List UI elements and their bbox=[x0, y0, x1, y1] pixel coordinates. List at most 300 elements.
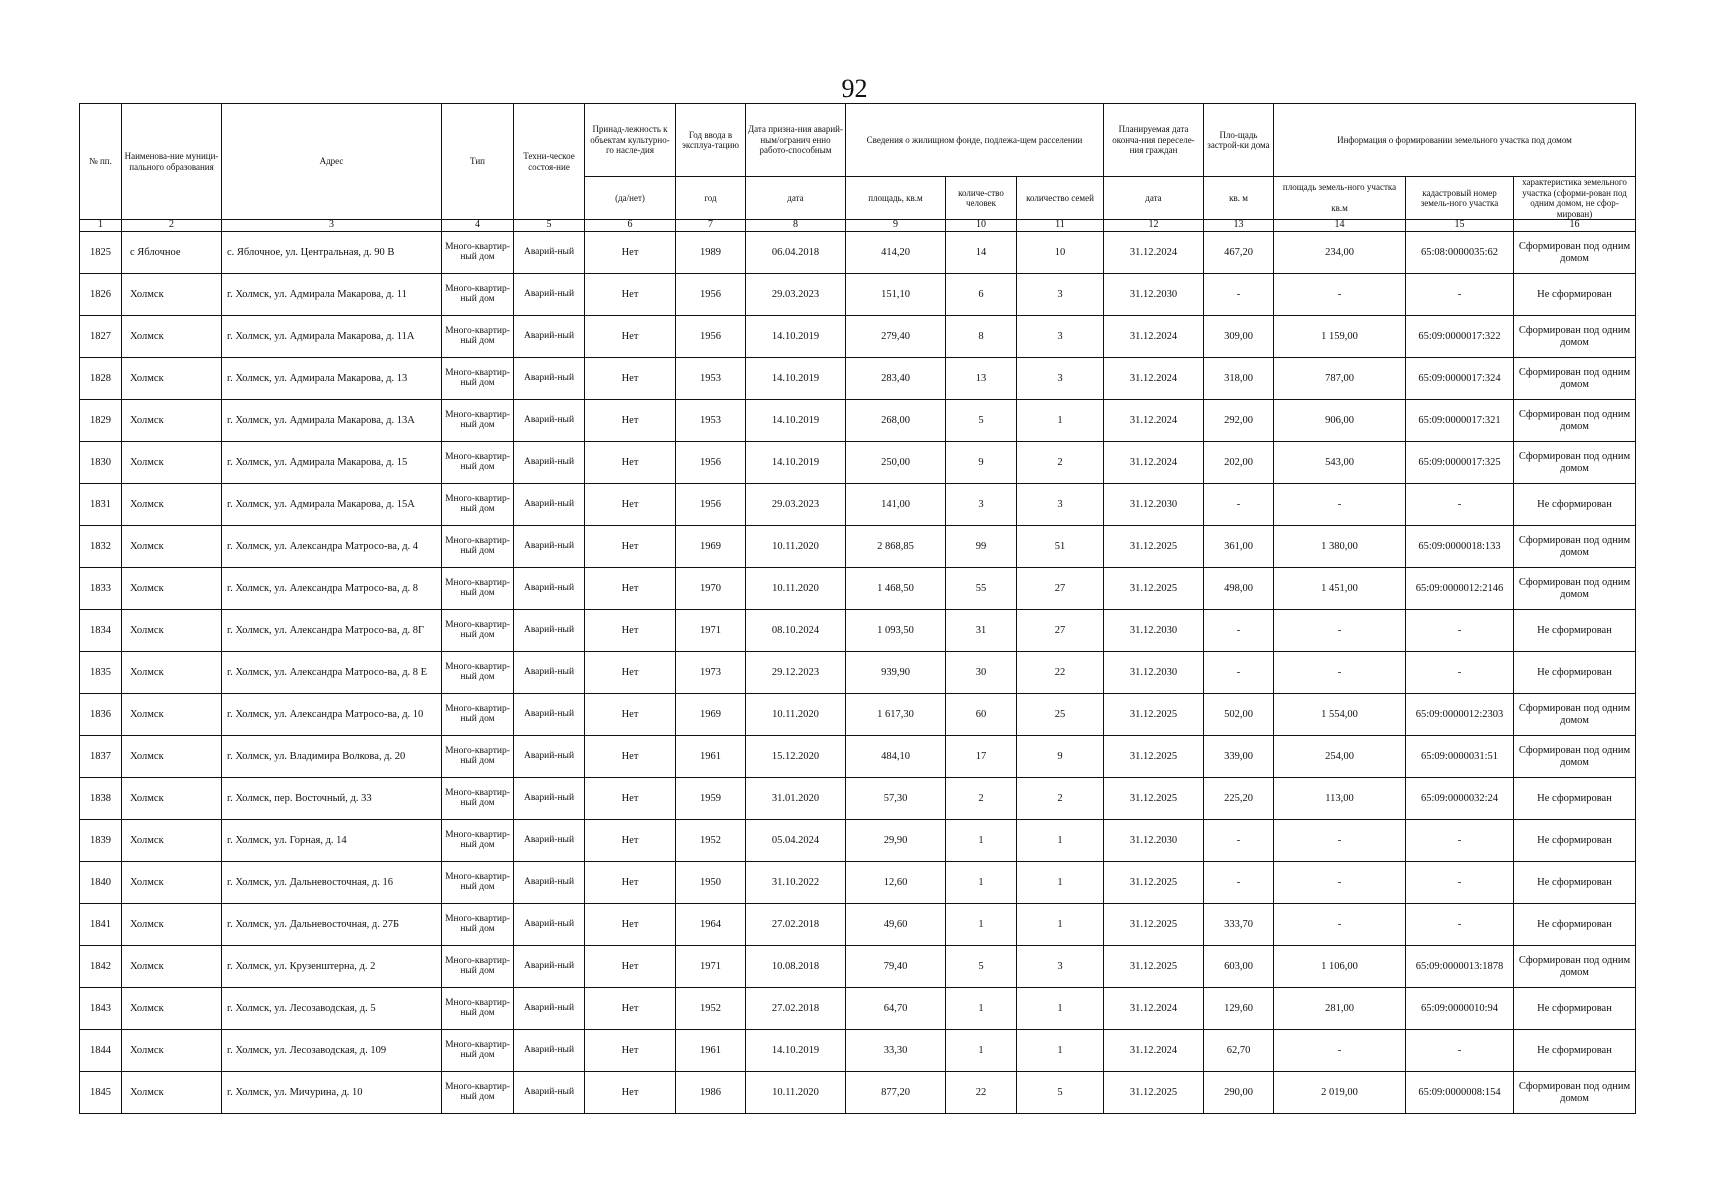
municipality-cell: Холмск bbox=[122, 652, 222, 694]
area-cell: 64,70 bbox=[846, 988, 946, 1030]
header-emergency-unit: дата bbox=[746, 177, 846, 220]
families-cell: 51 bbox=[1017, 526, 1104, 568]
heritage-cell: Нет bbox=[585, 484, 676, 526]
land-char-cell: Сформирован под одним домом bbox=[1514, 736, 1636, 778]
emergency-date-cell: 29.03.2023 bbox=[746, 484, 846, 526]
cadastral-cell: 65:09:0000017:324 bbox=[1406, 358, 1514, 400]
type-cell: Много-квартир-ный дом bbox=[442, 904, 514, 946]
tech-state-cell: Аварий-ный bbox=[514, 694, 585, 736]
land-char-cell: Не сформирован bbox=[1514, 1030, 1636, 1072]
planned-date-cell: 31.12.2025 bbox=[1104, 862, 1204, 904]
cadastral-cell: - bbox=[1406, 904, 1514, 946]
people-cell: 99 bbox=[946, 526, 1017, 568]
tech-state-cell: Аварий-ный bbox=[514, 988, 585, 1030]
area-cell: 33,30 bbox=[846, 1030, 946, 1072]
area-cell: 57,30 bbox=[846, 778, 946, 820]
row-number: 1833 bbox=[80, 568, 122, 610]
municipality-cell: Холмск bbox=[122, 610, 222, 652]
heritage-cell: Нет bbox=[585, 1030, 676, 1072]
type-cell: Много-квартир-ный дом bbox=[442, 820, 514, 862]
year-cell: 1959 bbox=[676, 778, 746, 820]
municipality-cell: Холмск bbox=[122, 274, 222, 316]
area-cell: 2 868,85 bbox=[846, 526, 946, 568]
land-area-cell: - bbox=[1274, 274, 1406, 316]
table-row bbox=[80, 1030, 1636, 1072]
table-row bbox=[80, 316, 1636, 358]
tech-state-cell: Аварий-ный bbox=[514, 442, 585, 484]
column-number: 9 bbox=[846, 220, 946, 232]
planned-date-cell: 31.12.2024 bbox=[1104, 1030, 1204, 1072]
tech-state-cell: Аварий-ный bbox=[514, 736, 585, 778]
families-cell: 25 bbox=[1017, 694, 1104, 736]
emergency-date-cell: 14.10.2019 bbox=[746, 358, 846, 400]
column-number: 10 bbox=[946, 220, 1017, 232]
cadastral-cell: 65:09:0000012:2146 bbox=[1406, 568, 1514, 610]
emergency-date-cell: 14.10.2019 bbox=[746, 316, 846, 358]
row-number: 1836 bbox=[80, 694, 122, 736]
heritage-cell: Нет bbox=[585, 778, 676, 820]
municipality-cell: Холмск bbox=[122, 316, 222, 358]
type-cell: Много-квартир-ный дом bbox=[442, 862, 514, 904]
year-cell: 1989 bbox=[676, 232, 746, 274]
people-cell: 1 bbox=[946, 904, 1017, 946]
column-number: 13 bbox=[1204, 220, 1274, 232]
column-number: 5 bbox=[514, 220, 585, 232]
header-families: количество семей bbox=[1017, 177, 1104, 220]
table-row bbox=[80, 442, 1636, 484]
people-cell: 1 bbox=[946, 862, 1017, 904]
row-number: 1834 bbox=[80, 610, 122, 652]
built-area-cell: 467,20 bbox=[1204, 232, 1274, 274]
planned-date-cell: 31.12.2030 bbox=[1104, 652, 1204, 694]
people-cell: 8 bbox=[946, 316, 1017, 358]
area-cell: 484,10 bbox=[846, 736, 946, 778]
address-cell: г. Холмск, ул. Дальневосточная, д. 16 bbox=[222, 862, 442, 904]
cadastral-cell: 65:09:0000017:321 bbox=[1406, 400, 1514, 442]
land-area-cell: 787,00 bbox=[1274, 358, 1406, 400]
cadastral-cell: 65:09:0000017:322 bbox=[1406, 316, 1514, 358]
year-cell: 1973 bbox=[676, 652, 746, 694]
year-cell: 1971 bbox=[676, 946, 746, 988]
tech-state-cell: Аварий-ный bbox=[514, 946, 585, 988]
column-number: 6 bbox=[585, 220, 676, 232]
families-cell: 1 bbox=[1017, 988, 1104, 1030]
table-row bbox=[80, 232, 1636, 274]
heritage-cell: Нет bbox=[585, 652, 676, 694]
area-cell: 29,90 bbox=[846, 820, 946, 862]
land-area-cell: 254,00 bbox=[1274, 736, 1406, 778]
land-char-cell: Сформирован под одним домом bbox=[1514, 1072, 1636, 1114]
heritage-cell: Нет bbox=[585, 358, 676, 400]
year-cell: 1956 bbox=[676, 442, 746, 484]
emergency-date-cell: 10.11.2020 bbox=[746, 694, 846, 736]
header-heritage: Принад-лежность к объектам культурно-го насле-дия bbox=[585, 104, 676, 177]
tech-state-cell: Аварий-ный bbox=[514, 232, 585, 274]
families-cell: 3 bbox=[1017, 946, 1104, 988]
address-cell: г. Холмск, ул. Мичурина, д. 10 bbox=[222, 1072, 442, 1114]
column-number: 16 bbox=[1514, 220, 1636, 232]
planned-date-cell: 31.12.2025 bbox=[1104, 1072, 1204, 1114]
header-land-area-unit: кв.м bbox=[1331, 203, 1348, 214]
emergency-date-cell: 14.10.2019 bbox=[746, 1030, 846, 1072]
cadastral-cell: - bbox=[1406, 484, 1514, 526]
table-row bbox=[80, 610, 1636, 652]
row-number: 1843 bbox=[80, 988, 122, 1030]
families-cell: 27 bbox=[1017, 568, 1104, 610]
emergency-date-cell: 10.11.2020 bbox=[746, 526, 846, 568]
built-area-cell: - bbox=[1204, 274, 1274, 316]
tech-state-cell: Аварий-ный bbox=[514, 316, 585, 358]
land-area-cell: 1 159,00 bbox=[1274, 316, 1406, 358]
built-area-cell: - bbox=[1204, 484, 1274, 526]
year-cell: 1961 bbox=[676, 1030, 746, 1072]
year-cell: 1953 bbox=[676, 358, 746, 400]
area-cell: 283,40 bbox=[846, 358, 946, 400]
address-cell: г. Холмск, ул. Александра Матросо-ва, д. 4 bbox=[222, 526, 442, 568]
table-row bbox=[80, 568, 1636, 610]
emergency-date-cell: 27.02.2018 bbox=[746, 904, 846, 946]
families-cell: 27 bbox=[1017, 610, 1104, 652]
area-cell: 250,00 bbox=[846, 442, 946, 484]
land-area-cell: 113,00 bbox=[1274, 778, 1406, 820]
area-cell: 279,40 bbox=[846, 316, 946, 358]
area-cell: 79,40 bbox=[846, 946, 946, 988]
tech-state-cell: Аварий-ный bbox=[514, 778, 585, 820]
municipality-cell: Холмск bbox=[122, 694, 222, 736]
emergency-date-cell: 08.10.2024 bbox=[746, 610, 846, 652]
land-area-cell: - bbox=[1274, 820, 1406, 862]
table-row bbox=[80, 694, 1636, 736]
municipality-cell: Холмск bbox=[122, 1030, 222, 1072]
land-char-cell: Сформирован под одним домом bbox=[1514, 400, 1636, 442]
land-area-cell: 1 451,00 bbox=[1274, 568, 1406, 610]
cadastral-cell: - bbox=[1406, 862, 1514, 904]
cadastral-cell: - bbox=[1406, 274, 1514, 316]
type-cell: Много-квартир-ный дом bbox=[442, 526, 514, 568]
row-number: 1831 bbox=[80, 484, 122, 526]
year-cell: 1956 bbox=[676, 484, 746, 526]
municipality-cell: Холмск bbox=[122, 1072, 222, 1114]
cadastral-cell: - bbox=[1406, 1030, 1514, 1072]
planned-date-cell: 31.12.2030 bbox=[1104, 274, 1204, 316]
table-header bbox=[80, 104, 1636, 232]
table-row bbox=[80, 736, 1636, 778]
table-body bbox=[80, 232, 1636, 1114]
type-cell: Много-квартир-ный дом bbox=[442, 484, 514, 526]
heritage-cell: Нет bbox=[585, 526, 676, 568]
page-number: 92 bbox=[841, 74, 868, 103]
type-cell: Много-квартир-ный дом bbox=[442, 988, 514, 1030]
planned-date-cell: 31.12.2024 bbox=[1104, 988, 1204, 1030]
heritage-cell: Нет bbox=[585, 988, 676, 1030]
row-number: 1826 bbox=[80, 274, 122, 316]
type-cell: Много-квартир-ный дом bbox=[442, 316, 514, 358]
area-cell: 12,60 bbox=[846, 862, 946, 904]
planned-date-cell: 31.12.2024 bbox=[1104, 232, 1204, 274]
land-char-cell: Сформирован под одним домом bbox=[1514, 442, 1636, 484]
families-cell: 1 bbox=[1017, 820, 1104, 862]
header-area: площадь, кв.м bbox=[846, 177, 946, 220]
area-cell: 49,60 bbox=[846, 904, 946, 946]
cadastral-cell: 65:09:0000008:154 bbox=[1406, 1072, 1514, 1114]
column-number: 14 bbox=[1274, 220, 1406, 232]
heritage-cell: Нет bbox=[585, 694, 676, 736]
row-number: 1837 bbox=[80, 736, 122, 778]
address-cell: г. Холмск, ул. Адмирала Макарова, д. 11 bbox=[222, 274, 442, 316]
municipality-cell: Холмск bbox=[122, 442, 222, 484]
address-cell: г. Холмск, ул. Дальневосточная, д. 27Б bbox=[222, 904, 442, 946]
year-cell: 1970 bbox=[676, 568, 746, 610]
people-cell: 6 bbox=[946, 274, 1017, 316]
header-tech-state: Техни-ческое состоя-ние bbox=[514, 104, 585, 220]
municipality-cell: Холмск bbox=[122, 400, 222, 442]
emergency-date-cell: 31.10.2022 bbox=[746, 862, 846, 904]
municipality-cell: Холмск bbox=[122, 946, 222, 988]
tech-state-cell: Аварий-ный bbox=[514, 526, 585, 568]
column-number: 7 bbox=[676, 220, 746, 232]
header-planned-date: Планируемая дата оконча-ния переселе-ния граждан bbox=[1104, 104, 1204, 177]
address-cell: г. Холмск, ул. Адмирала Макарова, д. 13А bbox=[222, 400, 442, 442]
table-row bbox=[80, 988, 1636, 1030]
heritage-cell: Нет bbox=[585, 946, 676, 988]
land-area-cell: - bbox=[1274, 652, 1406, 694]
heritage-cell: Нет bbox=[585, 610, 676, 652]
families-cell: 3 bbox=[1017, 358, 1104, 400]
land-area-cell: 234,00 bbox=[1274, 232, 1406, 274]
area-cell: 939,90 bbox=[846, 652, 946, 694]
area-cell: 1 093,50 bbox=[846, 610, 946, 652]
municipality-cell: Холмск bbox=[122, 904, 222, 946]
heritage-cell: Нет bbox=[585, 1072, 676, 1114]
cadastral-cell: - bbox=[1406, 820, 1514, 862]
land-area-cell: 1 106,00 bbox=[1274, 946, 1406, 988]
row-number: 1839 bbox=[80, 820, 122, 862]
families-cell: 3 bbox=[1017, 316, 1104, 358]
area-cell: 1 617,30 bbox=[846, 694, 946, 736]
row-number: 1844 bbox=[80, 1030, 122, 1072]
cadastral-cell: 65:09:0000031:51 bbox=[1406, 736, 1514, 778]
municipality-cell: Холмск bbox=[122, 820, 222, 862]
families-cell: 2 bbox=[1017, 778, 1104, 820]
land-char-cell: Не сформирован bbox=[1514, 610, 1636, 652]
column-number: 11 bbox=[1017, 220, 1104, 232]
table-row bbox=[80, 400, 1636, 442]
year-cell: 1952 bbox=[676, 988, 746, 1030]
cadastral-cell: 65:09:0000032:24 bbox=[1406, 778, 1514, 820]
header-year-built: Год ввода в эксплуа-тацию bbox=[676, 104, 746, 177]
table-row bbox=[80, 820, 1636, 862]
land-area-cell: - bbox=[1274, 484, 1406, 526]
municipality-cell: Холмск bbox=[122, 484, 222, 526]
built-area-cell: 309,00 bbox=[1204, 316, 1274, 358]
land-area-cell: - bbox=[1274, 862, 1406, 904]
table-row bbox=[80, 1072, 1636, 1114]
type-cell: Много-квартир-ный дом bbox=[442, 568, 514, 610]
heritage-cell: Нет bbox=[585, 316, 676, 358]
municipality-cell: Холмск bbox=[122, 358, 222, 400]
land-char-cell: Не сформирован bbox=[1514, 484, 1636, 526]
type-cell: Много-квартир-ный дом bbox=[442, 400, 514, 442]
column-number: 8 bbox=[746, 220, 846, 232]
table-row bbox=[80, 862, 1636, 904]
row-number: 1840 bbox=[80, 862, 122, 904]
type-cell: Много-квартир-ный дом bbox=[442, 232, 514, 274]
land-char-cell: Сформирован под одним домом bbox=[1514, 946, 1636, 988]
municipality-cell: Холмск bbox=[122, 778, 222, 820]
municipality-cell: Холмск bbox=[122, 526, 222, 568]
header-year-unit: год bbox=[676, 177, 746, 220]
cadastral-cell: - bbox=[1406, 652, 1514, 694]
tech-state-cell: Аварий-ный bbox=[514, 1072, 585, 1114]
header-land-char: характеристика земельного участка (сформи-рован под одним домом, не сфор-мирован) bbox=[1514, 177, 1636, 220]
families-cell: 1 bbox=[1017, 1030, 1104, 1072]
emergency-date-cell: 29.03.2023 bbox=[746, 274, 846, 316]
people-cell: 30 bbox=[946, 652, 1017, 694]
emergency-date-cell: 06.04.2018 bbox=[746, 232, 846, 274]
column-number: 1 bbox=[80, 220, 122, 232]
address-cell: г. Холмск, ул. Лесозаводская, д. 5 bbox=[222, 988, 442, 1030]
row-number: 1835 bbox=[80, 652, 122, 694]
built-area-cell: 129,60 bbox=[1204, 988, 1274, 1030]
header-emergency-date: Дата призна-ния аварий-ным/огранич енно работо-способным bbox=[746, 104, 846, 177]
tech-state-cell: Аварий-ный bbox=[514, 400, 585, 442]
built-area-cell: 498,00 bbox=[1204, 568, 1274, 610]
built-area-cell: 292,00 bbox=[1204, 400, 1274, 442]
municipality-cell: Холмск bbox=[122, 568, 222, 610]
municipality-cell: с Яблочное bbox=[122, 232, 222, 274]
land-char-cell: Не сформирован bbox=[1514, 778, 1636, 820]
type-cell: Много-квартир-ный дом bbox=[442, 1072, 514, 1114]
header-cadastral: кадастровый номер земель-ного участка bbox=[1406, 177, 1514, 220]
emergency-date-cell: 10.11.2020 bbox=[746, 568, 846, 610]
families-cell: 22 bbox=[1017, 652, 1104, 694]
planned-date-cell: 31.12.2025 bbox=[1104, 568, 1204, 610]
tech-state-cell: Аварий-ный bbox=[514, 652, 585, 694]
families-cell: 9 bbox=[1017, 736, 1104, 778]
year-cell: 1956 bbox=[676, 274, 746, 316]
address-cell: г. Холмск, ул. Адмирала Макарова, д. 13 bbox=[222, 358, 442, 400]
land-area-cell: 2 019,00 bbox=[1274, 1072, 1406, 1114]
address-cell: г. Холмск, ул. Адмирала Макарова, д. 11А bbox=[222, 316, 442, 358]
type-cell: Много-квартир-ный дом bbox=[442, 274, 514, 316]
row-number: 1828 bbox=[80, 358, 122, 400]
land-char-cell: Не сформирован bbox=[1514, 274, 1636, 316]
land-area-cell: - bbox=[1274, 610, 1406, 652]
people-cell: 31 bbox=[946, 610, 1017, 652]
header-housing-group: Сведения о жилищном фонде, подлежа-щем расселении bbox=[846, 104, 1104, 177]
housing-registry-table bbox=[79, 103, 1636, 1114]
built-area-cell: 202,00 bbox=[1204, 442, 1274, 484]
land-char-cell: Сформирован под одним домом bbox=[1514, 358, 1636, 400]
column-number: 15 bbox=[1406, 220, 1514, 232]
type-cell: Много-квартир-ный дом bbox=[442, 694, 514, 736]
row-number: 1845 bbox=[80, 1072, 122, 1114]
year-cell: 1969 bbox=[676, 526, 746, 568]
land-char-cell: Не сформирован bbox=[1514, 904, 1636, 946]
emergency-date-cell: 05.04.2024 bbox=[746, 820, 846, 862]
people-cell: 5 bbox=[946, 946, 1017, 988]
land-char-cell: Сформирован под одним домом bbox=[1514, 232, 1636, 274]
type-cell: Много-квартир-ный дом bbox=[442, 442, 514, 484]
people-cell: 5 bbox=[946, 400, 1017, 442]
address-cell: г. Холмск, ул. Лесозаводская, д. 109 bbox=[222, 1030, 442, 1072]
land-area-cell: - bbox=[1274, 1030, 1406, 1072]
emergency-date-cell: 31.01.2020 bbox=[746, 778, 846, 820]
land-area-cell: 281,00 bbox=[1274, 988, 1406, 1030]
people-cell: 3 bbox=[946, 484, 1017, 526]
people-cell: 22 bbox=[946, 1072, 1017, 1114]
municipality-cell: Холмск bbox=[122, 988, 222, 1030]
header-planned-unit: дата bbox=[1104, 177, 1204, 220]
planned-date-cell: 31.12.2024 bbox=[1104, 400, 1204, 442]
families-cell: 10 bbox=[1017, 232, 1104, 274]
built-area-cell: - bbox=[1204, 862, 1274, 904]
table-row bbox=[80, 778, 1636, 820]
built-area-cell: 361,00 bbox=[1204, 526, 1274, 568]
municipality-cell: Холмск bbox=[122, 736, 222, 778]
cadastral-cell: 65:08:0000035:62 bbox=[1406, 232, 1514, 274]
row-number: 1832 bbox=[80, 526, 122, 568]
land-area-cell: 543,00 bbox=[1274, 442, 1406, 484]
tech-state-cell: Аварий-ный bbox=[514, 904, 585, 946]
heritage-cell: Нет bbox=[585, 820, 676, 862]
address-cell: г. Холмск, ул. Александра Матросо-ва, д. 10 bbox=[222, 694, 442, 736]
row-number: 1838 bbox=[80, 778, 122, 820]
address-cell: г. Холмск, ул. Адмирала Макарова, д. 15А bbox=[222, 484, 442, 526]
address-cell: с. Яблочное, ул. Центральная, д. 90 В bbox=[222, 232, 442, 274]
built-area-cell: 62,70 bbox=[1204, 1030, 1274, 1072]
built-area-cell: 318,00 bbox=[1204, 358, 1274, 400]
land-char-cell: Сформирован под одним домом bbox=[1514, 568, 1636, 610]
heritage-cell: Нет bbox=[585, 232, 676, 274]
year-cell: 1952 bbox=[676, 820, 746, 862]
tech-state-cell: Аварий-ный bbox=[514, 484, 585, 526]
row-number: 1842 bbox=[80, 946, 122, 988]
tech-state-cell: Аварий-ный bbox=[514, 358, 585, 400]
header-land-area-label: площадь земель-ного участка bbox=[1282, 182, 1397, 193]
heritage-cell: Нет bbox=[585, 904, 676, 946]
address-cell: г. Холмск, ул. Александра Матросо-ва, д. 8Г bbox=[222, 610, 442, 652]
people-cell: 9 bbox=[946, 442, 1017, 484]
table-row bbox=[80, 946, 1636, 988]
built-area-cell: - bbox=[1204, 652, 1274, 694]
row-number: 1829 bbox=[80, 400, 122, 442]
header-address: Адрес bbox=[222, 104, 442, 220]
type-cell: Много-квартир-ный дом bbox=[442, 358, 514, 400]
land-area-cell: 1 554,00 bbox=[1274, 694, 1406, 736]
built-area-cell: - bbox=[1204, 610, 1274, 652]
row-number: 1825 bbox=[80, 232, 122, 274]
built-area-cell: 603,00 bbox=[1204, 946, 1274, 988]
people-cell: 1 bbox=[946, 1030, 1017, 1072]
planned-date-cell: 31.12.2030 bbox=[1104, 484, 1204, 526]
year-cell: 1953 bbox=[676, 400, 746, 442]
people-cell: 2 bbox=[946, 778, 1017, 820]
cadastral-cell: - bbox=[1406, 610, 1514, 652]
cadastral-cell: 65:09:0000012:2303 bbox=[1406, 694, 1514, 736]
built-area-cell: 502,00 bbox=[1204, 694, 1274, 736]
emergency-date-cell: 10.11.2020 bbox=[746, 1072, 846, 1114]
header-heritage-unit: (да/нет) bbox=[585, 177, 676, 220]
planned-date-cell: 31.12.2025 bbox=[1104, 736, 1204, 778]
people-cell: 55 bbox=[946, 568, 1017, 610]
address-cell: г. Холмск, ул. Горная, д. 14 bbox=[222, 820, 442, 862]
cadastral-cell: 65:09:0000017:325 bbox=[1406, 442, 1514, 484]
row-number: 1827 bbox=[80, 316, 122, 358]
people-cell: 60 bbox=[946, 694, 1017, 736]
address-cell: г. Холмск, ул. Крузенштерна, д. 2 bbox=[222, 946, 442, 988]
type-cell: Много-квартир-ный дом bbox=[442, 652, 514, 694]
